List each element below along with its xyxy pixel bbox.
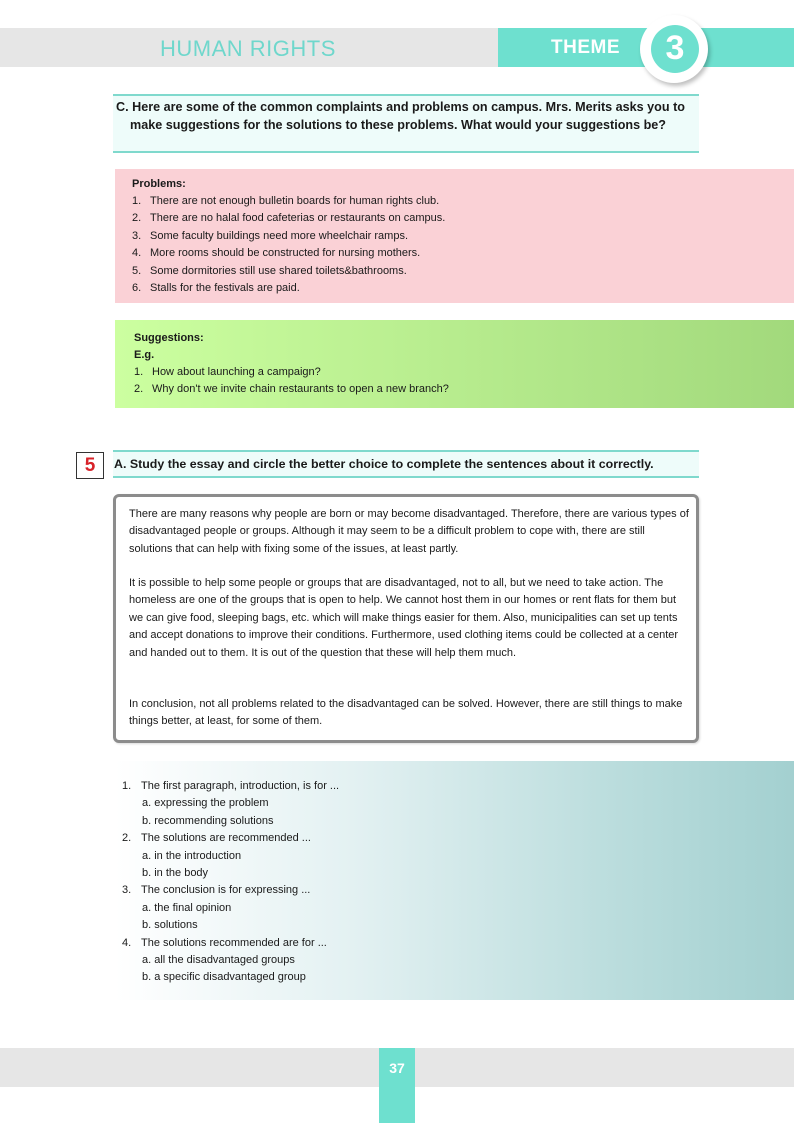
question-text: The first paragraph, introduction, is for ... [141, 780, 340, 792]
problems-list [132, 193, 445, 297]
answer-option[interactable]: b. in the body [142, 867, 209, 880]
question-item: 4. The solutions recommended are for ... a. all the disadvantaged groups b. a specific disadvantaged group [122, 935, 339, 987]
problem-item: 1. There are not enough bulletin boards for human rights club. [132, 195, 440, 207]
question-item: 2. The solutions are recommended ... a. in the introduction b. in the body [122, 830, 339, 882]
suggestions-heading: Suggestions: [134, 332, 204, 344]
answer-option[interactable]: b. recommending solutions [142, 814, 274, 827]
question-text: The solutions are recommended ... [141, 832, 311, 845]
suggestion-item: 2. Why don't we invite chain restaurants to open a new branch? [134, 383, 449, 396]
theme-label: THEME [551, 37, 620, 58]
questions-list [122, 778, 339, 987]
exercise-number: 5 [76, 452, 104, 479]
problems-heading: Problems: [132, 178, 186, 190]
answer-option[interactable]: a. all the disadvantaged groups [142, 954, 295, 967]
problem-item: 3. Some faculty buildings need more wheelchair ramps. [132, 229, 409, 242]
example-label: E.g. [134, 349, 155, 361]
essay-paragraph-body: It is possible to help some people or groups that are disadvantaged, not to all, but we need to take action. The homeless are one of the groups that is open to help. We cannot host them in our homes or rent flats for them but we can give food, sleeping bags, etc. which will make things easier for them. Also, municipalities can set up tents and accept donations to improve their conditions. Furthermore, used clothing items could be collected at a center and handed out to them. It is out of the question that these will help them much. [129, 577, 679, 659]
essay-paragraph-conclusion: In conclusion, not all problems related to the disadvantaged can be solved. However, there are still things to make things better, at least, for some of them. [129, 698, 683, 728]
question-item: 3. The conclusion is for expressing ... a. the final opinion b. solutions [122, 882, 339, 934]
question-item: 1. The first paragraph, introduction, is for ... a. expressing the problem b. recommending solutions [122, 778, 339, 830]
page-header-title: HUMAN RIGHTS [160, 36, 336, 61]
answer-option[interactable]: b. solutions [142, 919, 198, 932]
question-text: The solutions recommended are for ... [141, 936, 327, 949]
suggestion-item: 1. How about launching a campaign? [134, 366, 321, 378]
problem-item: 2. There are no halal food cafeterias or restaurants on campus. [132, 212, 446, 225]
answer-option[interactable]: a. the final opinion [142, 901, 232, 914]
problem-item: 4. More rooms should be constructed for nursing mothers. [132, 247, 421, 260]
problem-item: 6. Stalls for the festivals are paid. [132, 282, 300, 295]
section-a-instruction: A. Study the essay and circle the better choice to complete the sentences about it correctly. [114, 457, 654, 471]
theme-number: 3 [665, 29, 685, 67]
suggestions-list [134, 364, 449, 399]
problem-item: 5. Some dormitories still use shared toilets&bathrooms. [132, 264, 407, 277]
answer-option[interactable]: b. a specific disadvantaged group [142, 971, 306, 984]
section-c-instruction: C. Here are some of the common complaints and problems on campus. Mrs. Merits asks you to make suggestions for the solutions to these problems. What would your suggestions be? [116, 100, 685, 132]
question-text: The conclusion is for expressing ... [141, 884, 311, 897]
page-number: 37 [389, 1060, 405, 1076]
essay-paragraph-introduction: There are many reasons why people are born or may become disadvantaged. Therefore, there are various types of disadvantaged people or groups. Although it may seem to be a difficult problem to cope with, there are still solutions that can help with fixing some of the issues, at least partly. [129, 508, 689, 555]
answer-option[interactable]: a. in the introduction [142, 849, 242, 862]
answer-option[interactable]: a. expressing the problem [142, 797, 269, 810]
